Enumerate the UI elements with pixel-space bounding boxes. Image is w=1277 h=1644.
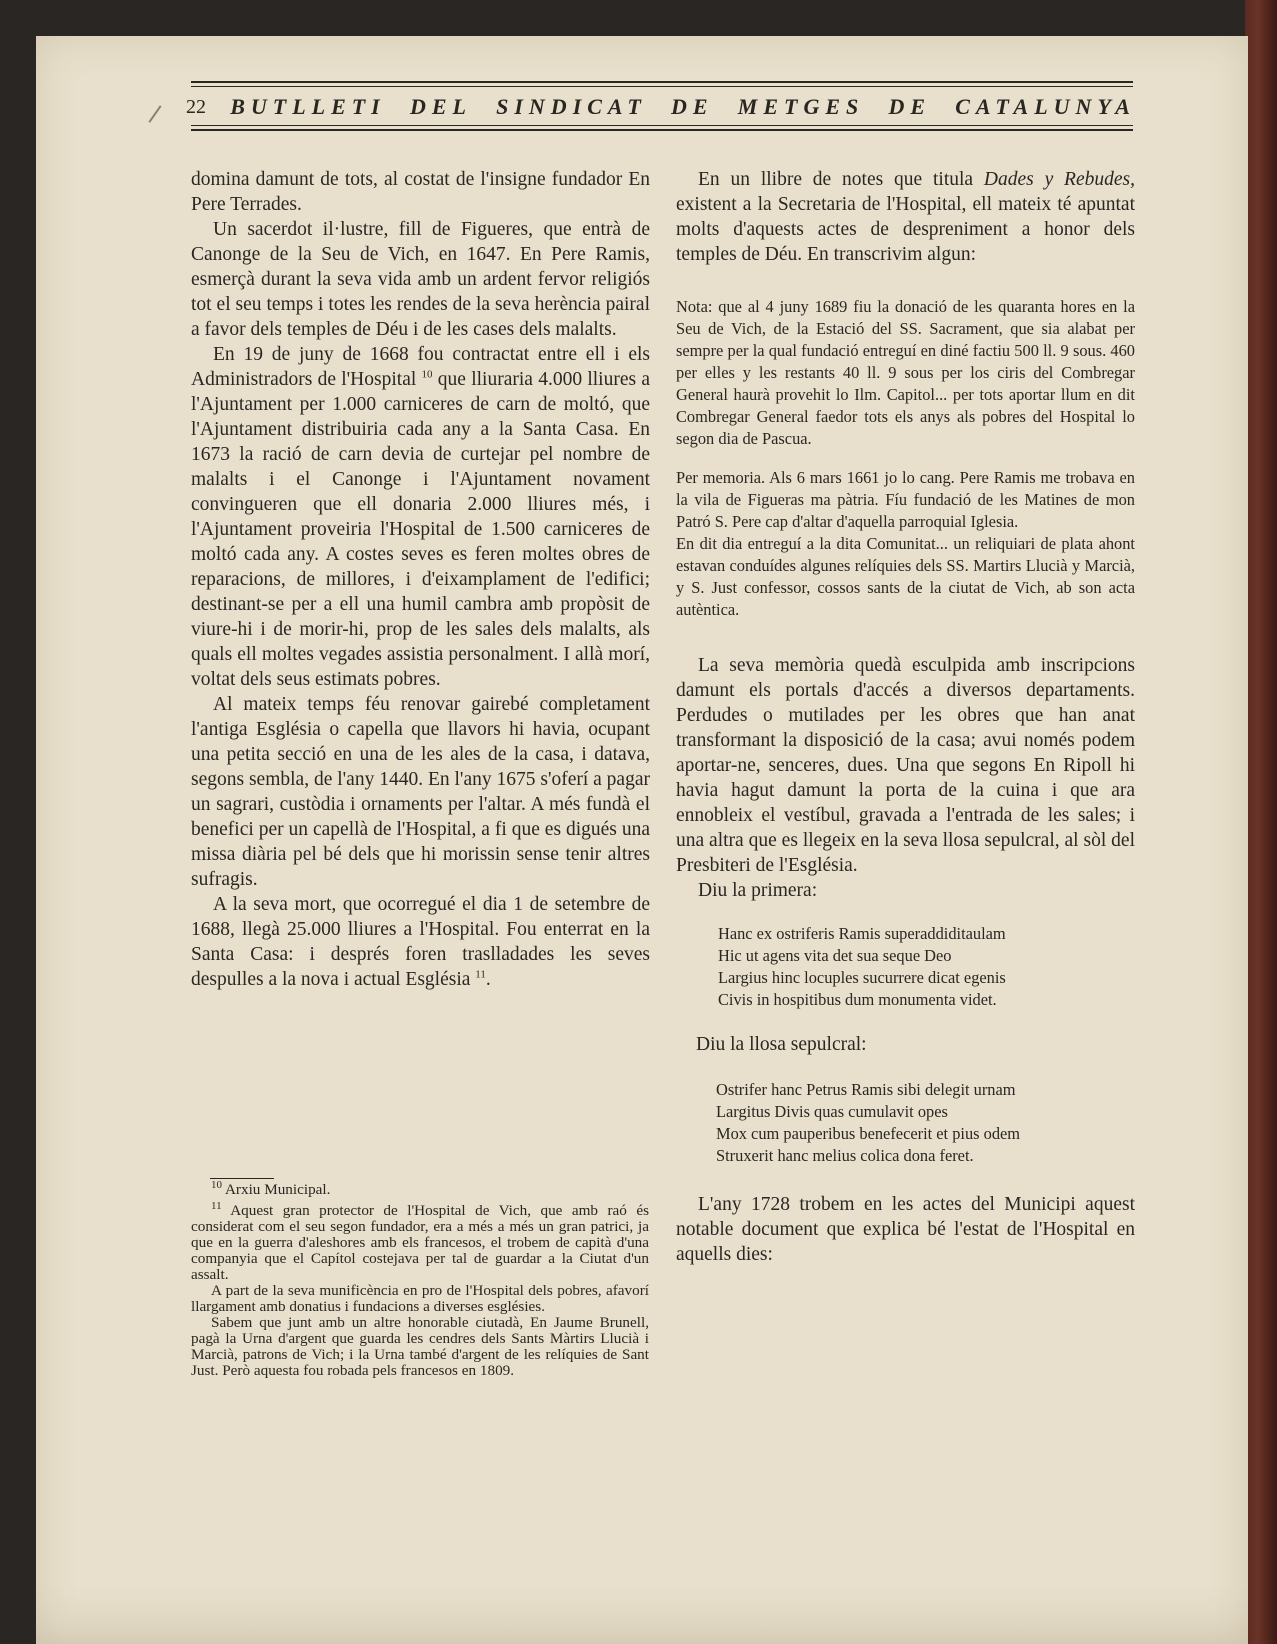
- paragraph-text: A la seva mort, que ocorregué el dia 1 de setembre de 1688, llegà 25.000 lliures a l'Hospital. Fou enterrat en la Santa Casa: i després foren traslladades les seves despulles a la nova i actual Església: [191, 894, 650, 990]
- verse-line: Civis in hospitibus dum monumenta videt.: [718, 990, 997, 1009]
- footnote-ref: 10: [421, 368, 433, 381]
- pencil-mark: [148, 105, 161, 123]
- header-word: DE: [888, 94, 932, 119]
- header-rule-bottom-thin: [191, 125, 1133, 126]
- paragraph: domina damunt de tots, al costat de l'insigne fundador En Pere Terrades.: [191, 169, 650, 215]
- verse-line: Largitus Divis quas cumulavit opes: [716, 1102, 948, 1121]
- paragraph-text: En 19 de juny de 1668 fou contractat entre ell i els Administradors de l'Hospital: [191, 344, 650, 390]
- header-rule-bottom: [191, 129, 1133, 131]
- paragraph-text: En un llibre de notes que titula: [698, 169, 984, 190]
- verse-line: Hic ut agens vita det sua seque Deo: [718, 946, 952, 965]
- quote-block: [676, 467, 1135, 621]
- page-number: 22: [186, 95, 206, 118]
- paragraph: L'any 1728 trobem en les actes del Municipi aquest notable document que explica bé l'estat de l'Hospital en aquells dies:: [676, 1194, 1135, 1265]
- verse-line: Largius hinc locuples sucurrere dicat egenis: [718, 968, 1006, 987]
- paragraph-text: .: [485, 969, 491, 990]
- header-word: METGES: [737, 94, 865, 119]
- right-column: [676, 167, 1135, 1267]
- verse-line: Struxerit hanc melius colica dona feret.: [716, 1146, 974, 1165]
- quote-paragraph: Per memoria. Als 6 mars 1661 jo lo cang. Pere Ramis me trobava en la vila de Figueras ma pàtria. Fíu fundació de les Matines de mon Patró S. Pere cap d'altar d'aquella parroquial Iglesia.: [676, 468, 1135, 531]
- footnotes: [191, 1178, 649, 1379]
- header-word: DEL: [409, 94, 472, 119]
- footnote-number: 11: [211, 1199, 222, 1212]
- verse-line: Mox cum pauperibus benefecerit et pius odem: [716, 1124, 1021, 1143]
- footnote-text: Arxiu Municipal.: [224, 1181, 331, 1198]
- footnote-paragraph: A part de la seva munificència en pro de l'Hospital dels pobres, afavorí llargament amb donatius i fundacions a diverses esglésies.: [191, 1282, 649, 1315]
- footnote: [191, 1199, 649, 1283]
- quote-paragraph: En dit dia entreguí a la dita Comunitat... un reliquiari de plata ahont estavan conduídes algunes relíquies dels SS. Martirs Llucià y Marcià, y S. Just confessor, cossos sants de la ciutat de Vich, ab son acta autèntica.: [676, 534, 1135, 619]
- left-column: [191, 167, 650, 992]
- footnote-text: Aquest gran protector de l'Hospital de Vich, que amb raó és considerat com el seu segon fundador, era a més a més un gran patrici, ja que en la guerra d'aleshores amb els francesos, el trobem de capità d'una companyia que el Capítol costejava per tal de guardar a la Ciutat d'un assalt.: [191, 1202, 649, 1283]
- paragraph-text: existent a la Secretaria de l'Hospital, ell mateix té apuntat molts d'aquests actes de despreniment a honor dels temples de Déu. En transcrivim algun:: [676, 194, 1135, 265]
- header-word: DE: [671, 94, 714, 119]
- running-header: [186, 93, 1136, 121]
- header-word: CATALUNYA: [955, 94, 1136, 119]
- header-word: BUTLLETI: [230, 94, 386, 119]
- footnote-number: 10: [211, 1178, 222, 1191]
- paragraph: [676, 167, 1135, 267]
- book-title: Dades y Rebudes,: [983, 169, 1135, 190]
- verse-line: Hanc ex ostriferis Ramis superaddiditaulam: [718, 924, 1006, 943]
- footnote-paragraph: Sabem que junt amb un altre honorable ciutadà, En Jaume Brunell, pagà la Urna d'argent que guarda les cendres dels Sants Màrtirs Llucià i Marcià, patrons de Vich; i la Urna també d'argent de les relíquies de Sant Just. Però aquesta fou robada pels francesos en 1809.: [191, 1314, 649, 1379]
- header-rule-top-thin: [191, 86, 1133, 87]
- paragraph: Diu la llosa sepulcral:: [696, 1034, 867, 1055]
- header-word: SINDICAT: [496, 94, 647, 119]
- header-rule-top: [191, 81, 1133, 83]
- latin-inscription: [676, 923, 1135, 1011]
- paragraph: Un sacerdot il·lustre, fill de Figueres, que entrà de Canonge de la Seu de Vich, en 1647. En Pere Ramis, esmerçà durant la seva vida amb un ardent fervor religiós tot el seu temps i totes les rendes de la seva herència pairal a favor dels temples de Déu i de les cases dels malalts.: [191, 219, 650, 340]
- verse-line: Ostrifer hanc Petrus Ramis sibi delegit urnam: [716, 1080, 1016, 1099]
- footnote: [191, 1178, 649, 1198]
- paragraph: [191, 892, 650, 992]
- paragraph: Al mateix temps féu renovar gairebé completament l'antiga Església o capella que llavors hi havia, ocupant una petita secció en una de les ales de la casa, i datava, segons sembla, de l'any 1440. En l'any 1675 s'oferí a pagar un sagrari, custòdia i ornaments per l'altar. A més fundà el benefici per un capellà de l'Hospital, a fi que es digués una missa diària pel bé dels que hi morissin sense tenir altres sufragis.: [191, 694, 650, 890]
- quote-paragraph: Nota: que al 4 juny 1689 fiu la donació de les quaranta hores en la Seu de Vich, de la Estació del SS. Sacrament, que sia alabat per sempre per la qual fundació entreguí en diné factiu 500 ll. 9 sous. 460 per elles y les restants 40 ll. 9 sous per los ciris del Combregar General haurà provehit lo Ilm. Capitol... per tots aportar llum en dit Combregar General faedor tots els anys als pobres del Hospital lo segon dia de Pascua.: [676, 297, 1135, 448]
- paragraph: [191, 342, 650, 692]
- quote-block: [676, 296, 1135, 450]
- paragraph-text: que lliuraria 4.000 lliures a l'Ajuntament per 1.000 carniceres de carn de moltó, que l'Ajuntament distribuiria cada any a la Santa Casa. En 1673 la ració de carn devia de curtejar pel nombre de malalts i el Canonge i l'Ajuntament novament convingueren que ell donaria 2.000 lliures més, i l'Ajuntament proveiria l'Hospital de 1.500 carniceres de moltó cada any. A costes seves es feren moltes obres de reparacions, de millores, i d'eixamplament de l'edifici; destinant-se per a ell una humil cambra amb propòsit de viure-hi i de morir-hi, prop de les sales dels malalts, als quals ell moltes vegades assistia personalment. I allà morí, voltat dels seus estimats pobres.: [191, 369, 650, 690]
- paragraph: La seva memòria quedà esculpida amb inscripcions damunt els portals d'accés a diversos departaments. Perdudes o mutilades per les obres que han anat transformant la disposició de la casa; avui només podem aportar-ne, senceres, dues. Una que segons En Ripoll hi havia hagut damunt la porta de la cuina i que ara ennobleix el vestíbul, gravada a l'entrada de les sales; i una altra que es llegeix en la seva llosa sepulcral, al sòl del Presbiteri de l'Església.: [676, 655, 1135, 876]
- book-edge: [1245, 0, 1277, 1644]
- paragraph: Diu la primera:: [698, 880, 818, 901]
- latin-inscription: [676, 1079, 1135, 1167]
- footnote-ref: 11: [475, 968, 486, 981]
